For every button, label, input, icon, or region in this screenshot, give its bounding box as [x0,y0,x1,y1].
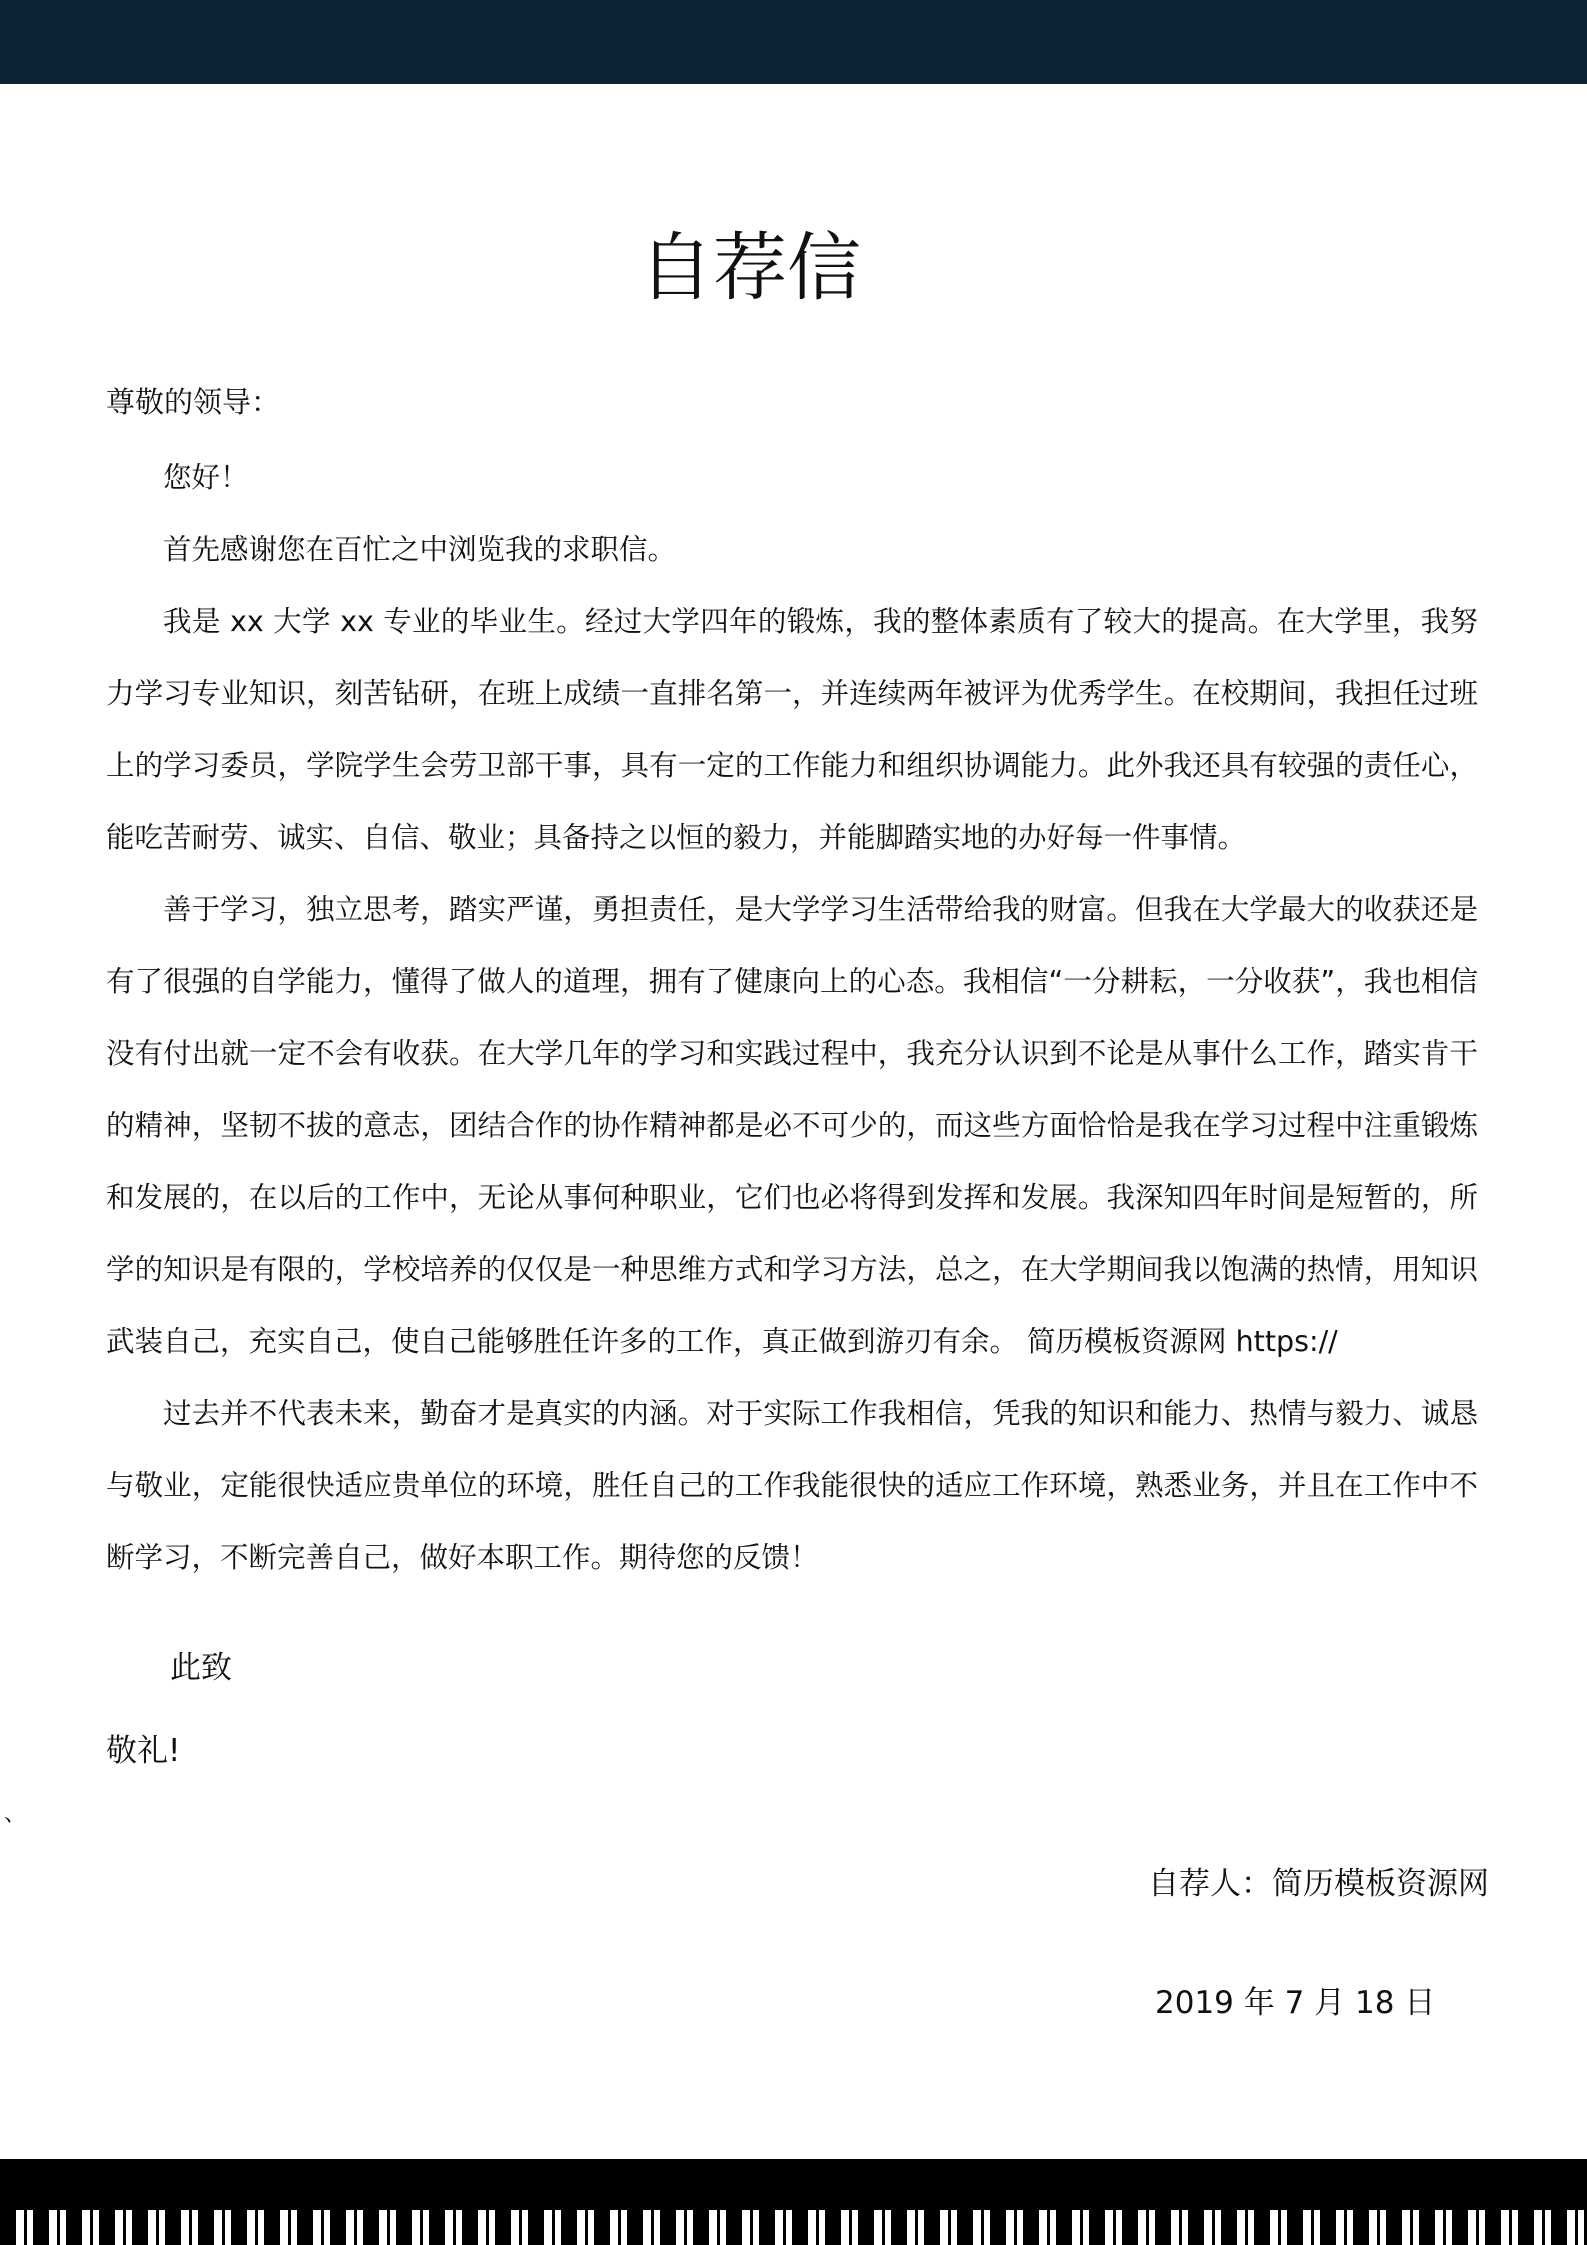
letter-date: 2019 年 7 月 18 日 [1155,1985,1436,2021]
paragraph-commitment: 过去并不代表未来，勤奋才是真实的内涵。对于实际工作我相信，凭我的知识和能力、热情与毅力、诚恳与敬业，定能很快适应贵单位的环境，胜任自己的工作我能很快的适应工作环境，熟悉业务，并且在工作中不断学习，不断完善自己，做好本职工作。期待您的反馈！ [106,1397,1478,1574]
paragraph-thanks: 首先感谢您在百忙之中浏览我的求职信。 [163,533,677,566]
piano-keys-decoration [0,2210,1587,2245]
paragraph-introduction: 我是 xx 大学 xx 专业的毕业生。经过大学四年的锻炼，我的整体素质有了较大的提高。在大学里，我努力学习专业知识，刻苦钻研，在班上成绩一直排名第一，并连续两年被评为优秀学生。在校期间，我担任过班上的学习委员，学院学生会劳卫部干事，具有一定的工作能力和组织协调能力。此外我还具有较强的责任心，能吃苦耐劳、诚实、自信、敬业；具备持之以恒的毅力，并能脚踏实地的办好每一件事情。 [106,605,1478,854]
paragraph-greeting: 您好！ [163,461,249,494]
signature-line: 自荐人：简历模板资源网 [1148,1866,1489,1902]
stray-punctuation-mark: 、 [4,1802,27,1827]
paragraph-strengths: 善于学习，独立思考，踏实严谨，勇担责任，是大学学习生活带给我的财富。但我在大学最大的收获还是有了很强的自学能力，懂得了做人的道理，拥有了健康向上的心态。我相信“一分耕耘，一分收获”，我也相信没有付出就一定不会有收获。在大学几年的学习和实践过程中，我充分认识到不论是从事什么工作，踏实肯干的精神，坚韧不拔的意志，团结合作的协作精神都是必不可少的，而这些方面恰恰是我在学习过程中注重锻炼和发展的，在以后的工作中，无论从事何种职业，它们也必将得到发挥和发展。我深知四年时间是短暂的，所学的知识是有限的，学校培养的仅仅是一种思维方式和学习方法，总之，在大学期间我以饱满的热情，用知识武装自己，充实自己，使自己能够胜任许多的工作，真正做到游刃有余。 简历模板资源网 https:// [106,893,1478,1358]
top-header-bar [0,0,1587,84]
closing-salute: 敬礼! [106,1733,181,1769]
salutation: 尊敬的领导： [106,385,281,419]
page-title: 自荐信 [639,225,861,311]
closing-phrase: 此致 [170,1650,232,1686]
letter-body [106,442,1478,1594]
